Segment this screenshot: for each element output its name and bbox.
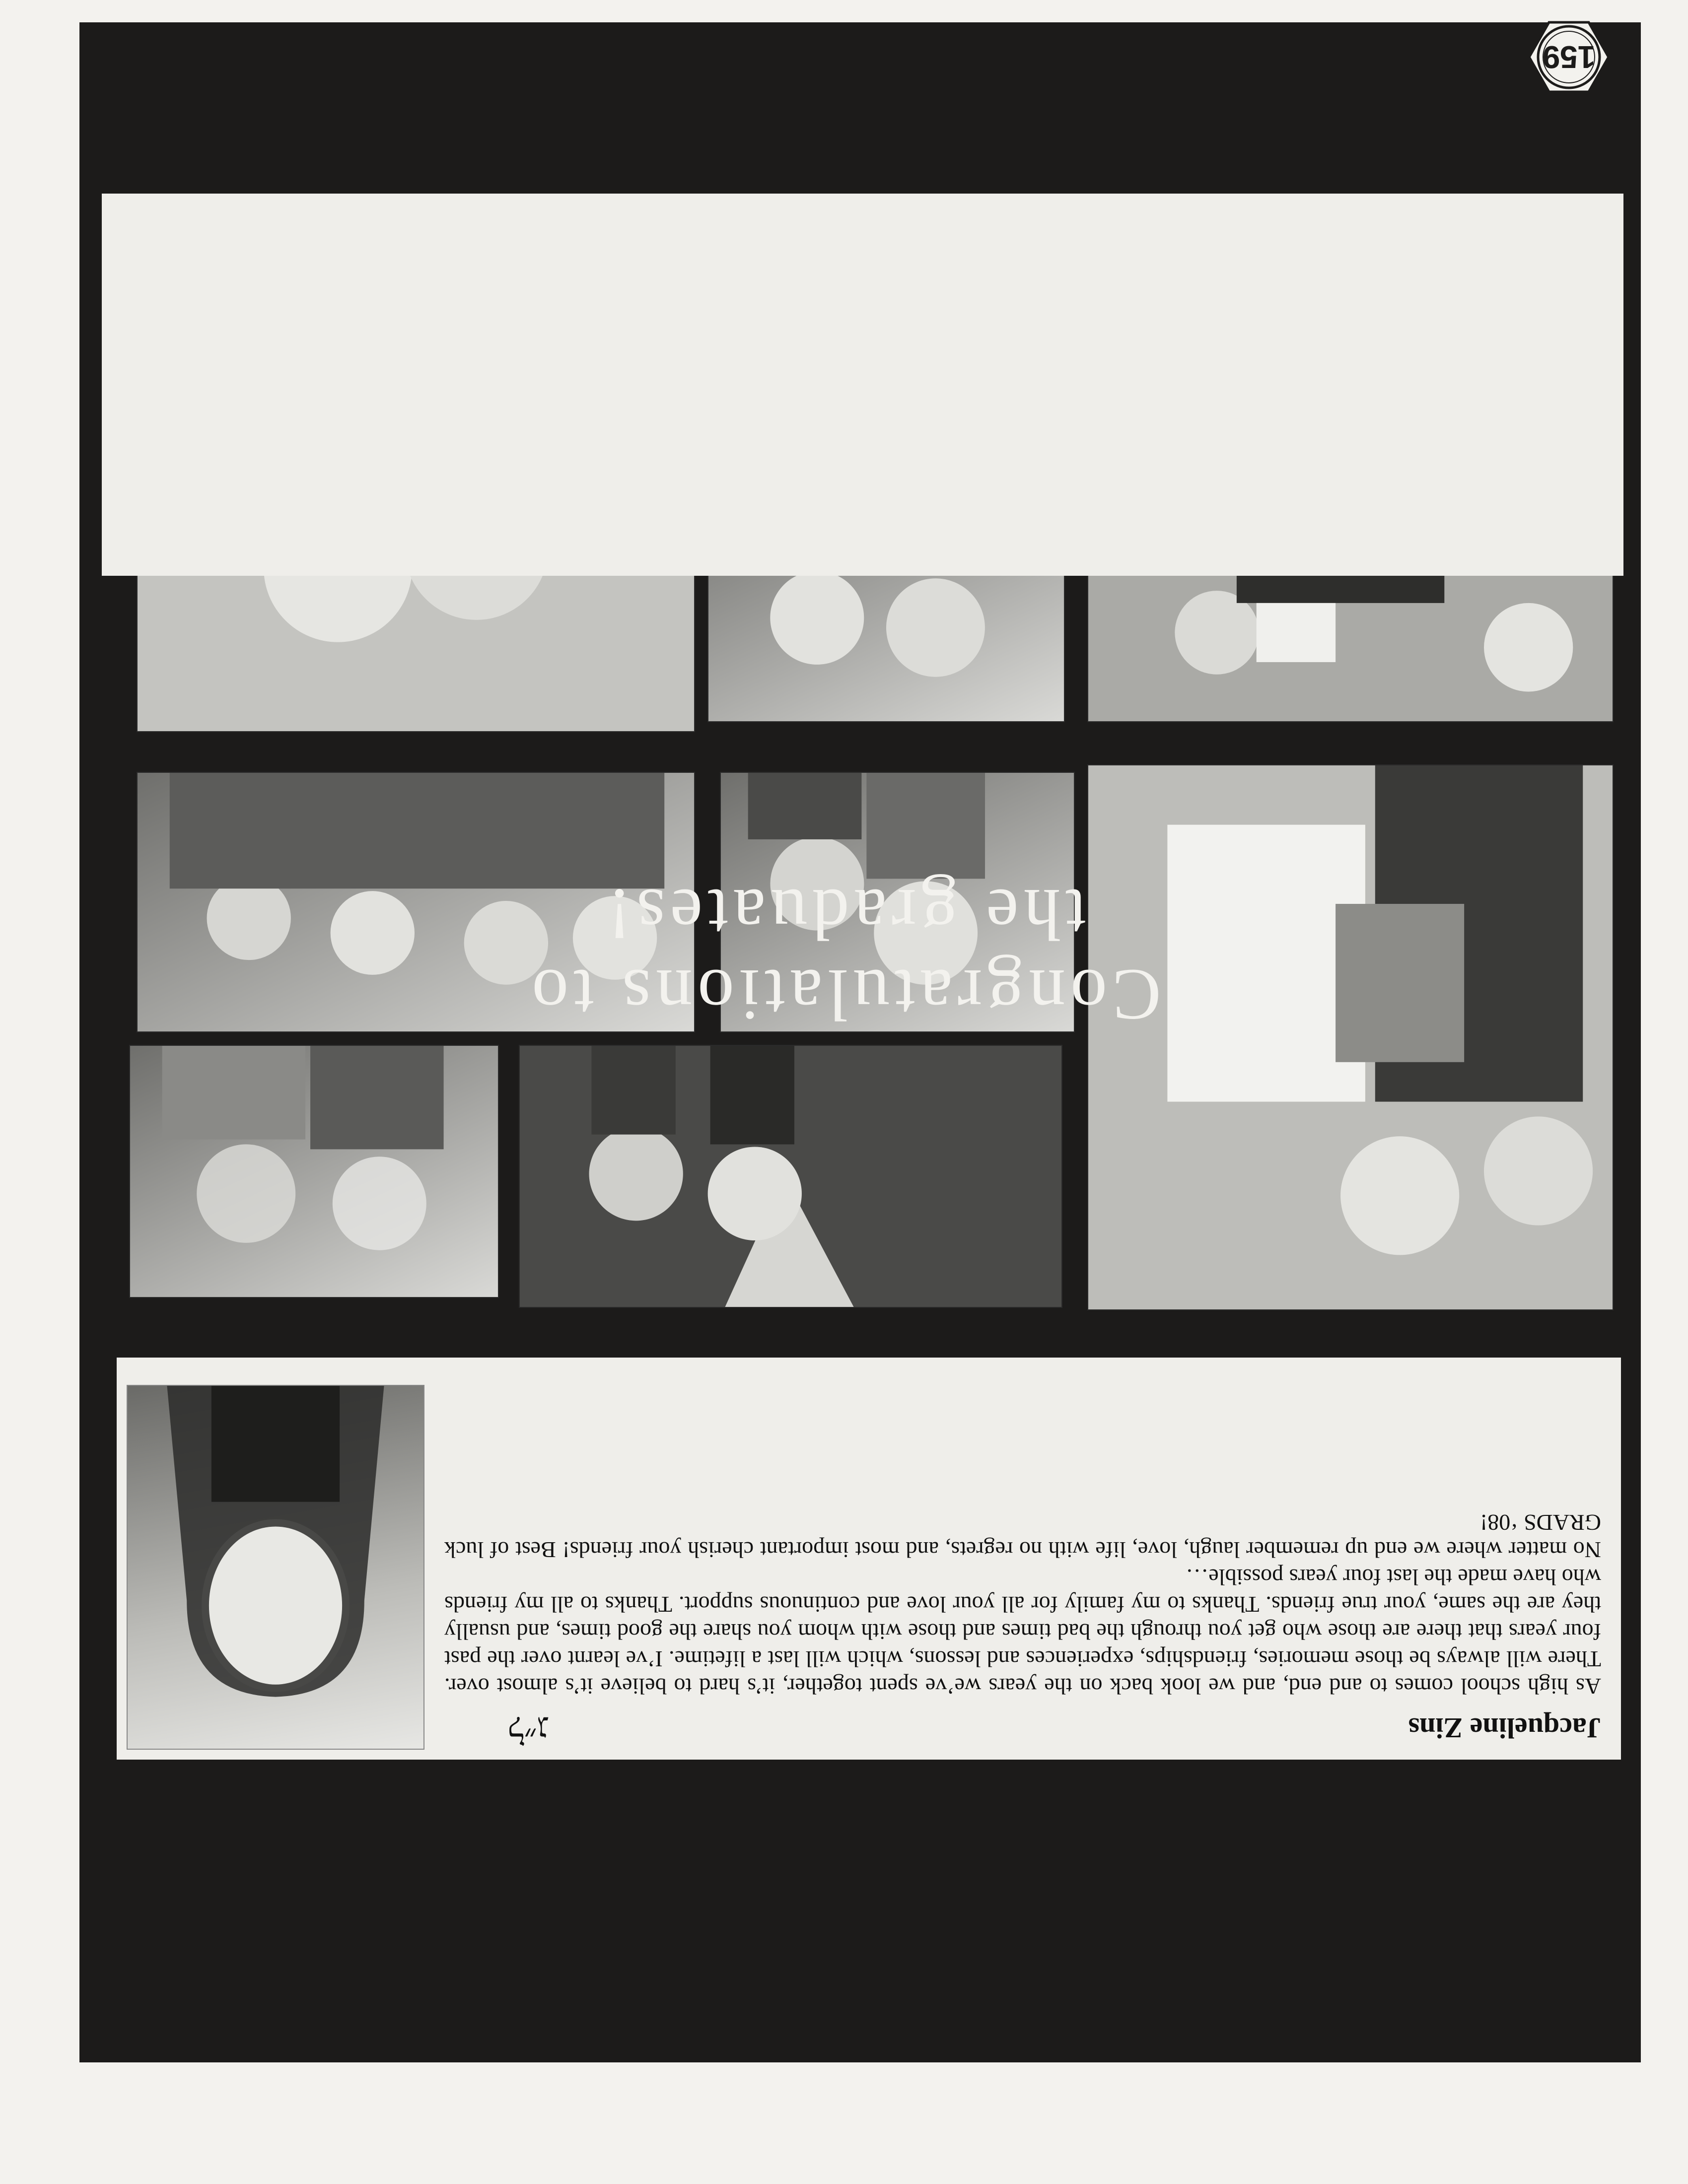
- headline-line-1: Congratulations to: [527, 954, 1161, 1035]
- photo-couple-long-hallway: [519, 1045, 1062, 1308]
- profile-text: [444, 1509, 1601, 1700]
- page-number: 159: [1542, 39, 1596, 75]
- page-number-badge: [1514, 15, 1623, 99]
- graduate-name: Jacqueline Zins: [1408, 1712, 1601, 1744]
- photo-two-boys-hoodie: [129, 1045, 499, 1298]
- graduate-profile: [102, 194, 1623, 576]
- graduate-portrait: [127, 1385, 424, 1750]
- photo-art-class-drawing: [1087, 764, 1614, 1310]
- graduate-profile-card: [117, 1358, 1621, 1760]
- profile-paragraph-2: No matter where we end up remember laugh, love, life with no regrets, and most important cherish your friends! Best of luck GRADS ‘08!: [444, 1510, 1601, 1563]
- headline-line-2: the graduates!: [602, 874, 1086, 955]
- page-headline: [0, 874, 1688, 1035]
- hebrew-mark: ל״ג: [507, 1709, 549, 1750]
- profile-paragraph-1: As high school comes to and end, and we look back on the years we’ve spent together, it’s hard to believe it’s almost over. There will always be those memories, friendships, experiences and lessons, which will last a lifetime. I’ve learnt over the past four years that there are those who get you through the bad times and those with whom you share the good times, and usually they are the same, your true friends. Thanks to my family for all your love and continuous support. Thanks to all my friends who have made the last four years possible…: [444, 1565, 1601, 1699]
